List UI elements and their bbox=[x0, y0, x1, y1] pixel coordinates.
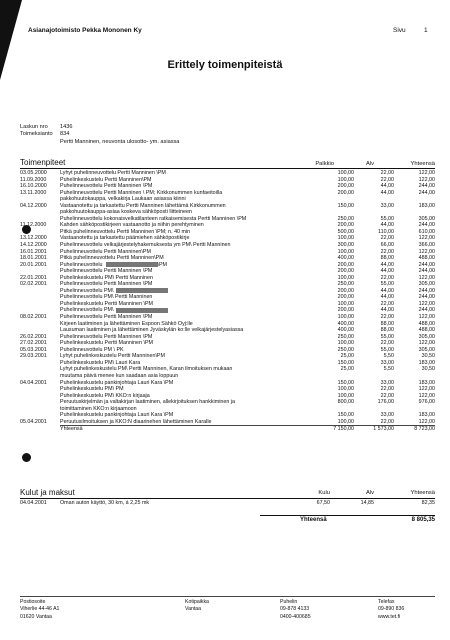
row-date: 26.02.2001 bbox=[20, 333, 47, 340]
row-yhteensa: 122,00 bbox=[418, 392, 435, 399]
row-alv: 44,00 bbox=[380, 222, 394, 229]
firm-name: Asianajotoimisto Pekka Mononen Ky bbox=[28, 27, 142, 34]
row-yhteensa: 122,00 bbox=[418, 248, 435, 255]
row-description-tail: \PM bbox=[157, 261, 168, 268]
row-description-text: Pitkä puhelinneuvottelu Pertti Manninen \PM; n. 40 min bbox=[60, 228, 191, 235]
row-palkkio: 150,00 bbox=[337, 202, 354, 209]
row-description-text: Puhelinneuvottelu Pertti Manninen\PM bbox=[60, 248, 151, 255]
row-description-text: Puhelinneuvottelu bbox=[60, 261, 103, 268]
row-palkkio: 25,00 bbox=[340, 366, 354, 373]
row-date: 13.11.2000 bbox=[20, 189, 47, 196]
row-description-text: Kahden sähköpostikirjeen vastaanotto ja niihin perehtyminen bbox=[60, 222, 204, 229]
row-alv: 33,00 bbox=[380, 379, 394, 386]
row-description-text: Puhelinkeskustelu Pertti Manninen \PM bbox=[60, 300, 153, 307]
row-description-text: Puhelinkeskustelu PM\ Lauri Kara bbox=[60, 359, 141, 366]
row-date: 16.01.2001 bbox=[20, 248, 47, 255]
section-rule bbox=[20, 168, 435, 169]
kulut-amount: 67,50 bbox=[316, 500, 330, 506]
row-description-text: Puhelinneuvottelu Pertti Manninen \PM bbox=[60, 281, 153, 288]
row-date: 05.04.2001 bbox=[20, 418, 47, 425]
row-yhteensa: 30,50 bbox=[421, 353, 435, 360]
row-alv: 22,00 bbox=[380, 176, 394, 183]
footer-text: Puhelin bbox=[280, 599, 298, 605]
row-description-text: Puhelinneuvottelu PM\ bbox=[60, 287, 114, 294]
row-description-text: Peruutuskirjelmän ja valtakirjan laatiminen, allekirjoituksen hankkiminen ja bbox=[60, 399, 235, 406]
row-yhteensa: 244,00 bbox=[418, 307, 435, 314]
page-number: 1 bbox=[424, 27, 428, 34]
row-palkkio: 250,00 bbox=[337, 346, 354, 353]
row-description-text: Pitkä puhelinneuvottelu Pertti Manninen\PM bbox=[60, 255, 164, 262]
row-description-text: Lyhyt puhelinkeskustelu Pertti Manninen\PM bbox=[60, 353, 165, 360]
footer-fax bbox=[378, 599, 404, 621]
row-palkkio: 25,00 bbox=[340, 353, 354, 360]
row-alv: 44,00 bbox=[380, 287, 394, 294]
case-description: Pertti Manninen, neuvonta ulosotto- ym. asiassa bbox=[60, 139, 180, 145]
row-palkkio: 100,00 bbox=[337, 314, 354, 321]
row-alv: 5,50 bbox=[383, 366, 394, 373]
row-yhteensa: 30,50 bbox=[421, 366, 435, 373]
row-date: 04.04.2001 bbox=[20, 379, 47, 386]
col-header-kulu: Kulu bbox=[318, 490, 330, 496]
row-yhteensa: 183,00 bbox=[418, 379, 435, 386]
row-yhteensa: 610,00 bbox=[418, 228, 435, 235]
row-description-text: Puhelinneuvottelu velkajärjestelyhakemuksesta ym PM\ Pertti Manninen bbox=[60, 242, 231, 249]
row-description-text: Vastaanotettu ja tarkastettu päämiehen sähköpostikirje bbox=[60, 235, 190, 242]
page-title: Erittely toimenpiteistä bbox=[167, 59, 283, 71]
row-date: 11.12.2000 bbox=[20, 222, 47, 229]
total-yhteensa: 8 723,00 bbox=[414, 426, 435, 433]
footer-text: 09-878 4133 bbox=[280, 606, 310, 613]
row-yhteensa: 366,00 bbox=[418, 242, 435, 249]
row-palkkio: 150,00 bbox=[337, 359, 354, 366]
footer-rule bbox=[20, 596, 435, 597]
row-palkkio: 400,00 bbox=[337, 255, 354, 262]
row-alv: 22,00 bbox=[380, 392, 394, 399]
total-palkkio: 7 150,00 bbox=[333, 426, 354, 433]
total-row bbox=[20, 426, 435, 433]
row-yhteensa: 244,00 bbox=[418, 222, 435, 229]
row-alv: 44,00 bbox=[380, 294, 394, 301]
toimenpiteet-table bbox=[20, 170, 435, 433]
row-date: 11.09.2000 bbox=[20, 176, 47, 183]
row-alv: 22,00 bbox=[380, 314, 394, 321]
row-description-text: Puhelinneuvottelu PM\ Pertti Manninen bbox=[60, 294, 153, 301]
row-description-text: pakkohuutokauppa-asiaa koskeva sähköposti liitteineen bbox=[60, 209, 192, 216]
footer-address bbox=[20, 599, 59, 621]
row-date: 13.12.2000 bbox=[20, 235, 47, 242]
row-alv: 22,00 bbox=[380, 170, 394, 176]
row-palkkio: 200,00 bbox=[337, 189, 354, 196]
row-alv: 66,00 bbox=[380, 242, 394, 249]
row-yhteensa: 244,00 bbox=[418, 268, 435, 275]
row-date: 04.12.2000 bbox=[20, 202, 47, 209]
row-alv: 22,00 bbox=[380, 386, 394, 393]
row-palkkio: 100,00 bbox=[337, 340, 354, 347]
row-alv: 22,00 bbox=[380, 235, 394, 242]
row-palkkio: 200,00 bbox=[337, 307, 354, 314]
redaction-bar bbox=[106, 262, 158, 267]
row-date: 18.01.2001 bbox=[20, 255, 47, 262]
row-alv: 44,00 bbox=[380, 261, 394, 268]
row-alv: 5,50 bbox=[383, 353, 394, 360]
row-date: 16.10.2000 bbox=[20, 183, 47, 190]
row-description-text: Puhelinkeskustelu PM\ KKO:n kirjaaja bbox=[60, 392, 150, 399]
row-yhteensa: 305,00 bbox=[418, 281, 435, 288]
row-yhteensa: 305,00 bbox=[418, 333, 435, 340]
grand-total-rule bbox=[260, 515, 435, 516]
row-alv: 44,00 bbox=[380, 189, 394, 196]
row-palkkio: 200,00 bbox=[337, 287, 354, 294]
row-description-text: Puhelinkeskustelu PM\ Pertti Manninen bbox=[60, 274, 153, 281]
row-alv: 22,00 bbox=[380, 300, 394, 307]
footer-text: Postiosoite bbox=[20, 599, 46, 605]
row-date: 20.01.2001 bbox=[20, 261, 47, 268]
col-header-yhteensa: Yhteensä bbox=[410, 161, 435, 167]
footer-domicile bbox=[185, 599, 209, 614]
row-yhteensa: 305,00 bbox=[418, 346, 435, 353]
row-alv: 33,00 bbox=[380, 412, 394, 419]
section-title-kulut: Kulut ja maksut bbox=[20, 488, 75, 497]
redaction-bar bbox=[116, 308, 168, 313]
row-yhteensa: 305,00 bbox=[418, 215, 435, 222]
row-yhteensa: 122,00 bbox=[418, 170, 435, 176]
case-number: 834 bbox=[60, 131, 70, 137]
row-yhteensa: 244,00 bbox=[418, 183, 435, 190]
row-palkkio: 100,00 bbox=[337, 170, 354, 176]
row-yhteensa: 488,00 bbox=[418, 320, 435, 327]
punch-hole bbox=[22, 453, 31, 462]
footer-phone bbox=[280, 599, 311, 621]
row-yhteensa: 122,00 bbox=[418, 386, 435, 393]
footer-text: 09-890 836 bbox=[378, 606, 405, 613]
row-alv: 22,00 bbox=[380, 274, 394, 281]
row-yhteensa: 122,00 bbox=[418, 300, 435, 307]
row-alv: 88,00 bbox=[380, 255, 394, 262]
row-description-text: Puhelinneuvottelu PM\ bbox=[60, 307, 114, 314]
row-description-text: Puhelinkeskustelu Pertti Manninen \PM bbox=[60, 340, 153, 347]
row-yhteensa: 122,00 bbox=[418, 418, 435, 425]
row-description-text: Lausuman laatiminen ja lähettäminen Jyväskylän ko:lle velkajärjestelyasiassa bbox=[60, 327, 244, 334]
row-description-text: Puhelinneuvottelu PM \ PK bbox=[60, 346, 124, 353]
row-date: 14.12.2000 bbox=[20, 242, 47, 249]
row-description-text: Puhelinneuvottelu Pertti Manninen \ PM; Kirkkonummen kunfaeitoilla bbox=[60, 189, 223, 196]
row-alv: 55,00 bbox=[380, 346, 394, 353]
row-palkkio: 150,00 bbox=[337, 379, 354, 386]
row-description-text: pakkohuutokauppa, velkakirja Laukaan asiassa kiinni bbox=[60, 196, 186, 203]
grand-total-label: Yhteensä bbox=[300, 517, 327, 523]
row-palkkio: 100,00 bbox=[337, 300, 354, 307]
kulut-total: 82,35 bbox=[421, 500, 435, 506]
footer-text: Viherlie 44-46 A1 bbox=[20, 606, 60, 613]
row-alv: 44,00 bbox=[380, 307, 394, 314]
row-description-text: Puhelinneuvottelu kokonaisvelkatilanteen ratkaisemisesta Pertti Manninen \PM bbox=[60, 215, 247, 222]
row-palkkio: 250,00 bbox=[337, 215, 354, 222]
row-palkkio: 200,00 bbox=[337, 268, 354, 275]
row-palkkio: 500,00 bbox=[337, 228, 354, 235]
kulut-alv: 14,85 bbox=[360, 500, 374, 506]
row-yhteensa: 183,00 bbox=[418, 359, 435, 366]
row-description-text: Puhelinneuvottelu Pertti Manninen \PM bbox=[60, 183, 153, 190]
grand-total-value: 8 805,35 bbox=[411, 517, 435, 523]
row-alv: 33,00 bbox=[380, 359, 394, 366]
row-alv: 22,00 bbox=[380, 340, 394, 347]
row-alv: 44,00 bbox=[380, 183, 394, 190]
footer-text: 0400-400685 bbox=[280, 613, 311, 620]
invoice-number-label: Laskun nro bbox=[20, 124, 48, 130]
footer-text: www.tet.fi bbox=[378, 613, 401, 620]
row-description-text: Puhelinneuvottelu Pertti Manninen \PM bbox=[60, 268, 153, 275]
invoice-number: 1436 bbox=[60, 124, 73, 130]
row-description-text: Puhelinkeskustelu pankinjohtaja Lauri Kara \PM bbox=[60, 412, 174, 419]
row-date: 03.05.2000 bbox=[20, 170, 47, 176]
row-yhteensa: 244,00 bbox=[418, 189, 435, 196]
col-header-alv: Alv bbox=[365, 161, 374, 167]
total-label: Yhteensä bbox=[60, 426, 83, 433]
total-alv: 1 573,00 bbox=[373, 426, 394, 433]
footer-text: Telefax bbox=[378, 599, 395, 605]
row-description-text: Peruutusilmoituksen ja KKO:N diaarinehen lähettäminen Karalle bbox=[60, 418, 212, 425]
row-date: 08.02.2001 bbox=[20, 314, 47, 321]
row-palkkio: 250,00 bbox=[337, 281, 354, 288]
row-yhteensa: 122,00 bbox=[418, 314, 435, 321]
row-description-text: Lyhyt puhelinneuvottelu Pertti Manninen \PM bbox=[60, 170, 166, 176]
row-palkkio: 100,00 bbox=[337, 418, 354, 425]
row-alv: 22,00 bbox=[380, 418, 394, 425]
row-alv: 55,00 bbox=[380, 215, 394, 222]
row-palkkio: 100,00 bbox=[337, 176, 354, 183]
row-yhteensa: 244,00 bbox=[418, 287, 435, 294]
redaction-bar bbox=[116, 288, 168, 293]
row-alv: 88,00 bbox=[380, 327, 394, 334]
row-yhteensa: 122,00 bbox=[418, 235, 435, 242]
row-yhteensa: 183,00 bbox=[418, 412, 435, 419]
row-alv: 33,00 bbox=[380, 202, 394, 209]
row-palkkio: 100,00 bbox=[337, 235, 354, 242]
row-alv: 22,00 bbox=[380, 248, 394, 255]
row-palkkio: 100,00 bbox=[337, 392, 354, 399]
row-palkkio: 200,00 bbox=[337, 222, 354, 229]
row-description-text: Vastaanotettu ja tarkastettu Pertti Manninen lähettämä Kirkkonummen bbox=[60, 202, 226, 209]
row-alv: 176,00 bbox=[377, 399, 394, 406]
row-description-text: Puhelinkeskustelu PM\ PM bbox=[60, 386, 124, 393]
row-yhteensa: 244,00 bbox=[418, 294, 435, 301]
row-date: 05.03.2001 bbox=[20, 346, 47, 353]
row-yhteensa: 488,00 bbox=[418, 327, 435, 334]
footer-text: Kotipaikka bbox=[185, 599, 209, 605]
row-alv: 55,00 bbox=[380, 281, 394, 288]
row-date: 02.02.2001 bbox=[20, 281, 47, 288]
row-description-text: muutama päivä menee kun saadaan asia loppuun bbox=[60, 372, 179, 379]
page-label: Sivu bbox=[393, 27, 406, 34]
section-title-toimenpiteet: Toimenpiteet bbox=[20, 158, 66, 167]
row-palkkio: 100,00 bbox=[337, 386, 354, 393]
row-description-text: Kirjeen laatiminen ja lähettäminen Espoon Sähkö Oyj:lle bbox=[60, 320, 193, 327]
row-description-text: Puhelinneuvottelu Pertti Manninen \PM bbox=[60, 314, 153, 321]
kulut-rule bbox=[20, 498, 435, 499]
row-palkkio: 100,00 bbox=[337, 274, 354, 281]
col-header-palkkio: Palkkio bbox=[315, 161, 334, 167]
row-palkkio: 400,00 bbox=[337, 327, 354, 334]
row-palkkio: 250,00 bbox=[337, 333, 354, 340]
row-palkkio: 200,00 bbox=[337, 294, 354, 301]
col-header-kulut-alv: Alv bbox=[365, 490, 374, 496]
row-date: 22.01.2001 bbox=[20, 274, 47, 281]
row-yhteensa: 122,00 bbox=[418, 176, 435, 183]
row-date: 29.03.2001 bbox=[20, 353, 47, 360]
row-yhteensa: 488,00 bbox=[418, 255, 435, 262]
kulut-date: 04.04.2001 bbox=[20, 500, 47, 506]
row-yhteensa: 244,00 bbox=[418, 261, 435, 268]
row-palkkio: 150,00 bbox=[337, 412, 354, 419]
row-palkkio: 200,00 bbox=[337, 183, 354, 190]
row-palkkio: 400,00 bbox=[337, 320, 354, 327]
row-alv: 110,00 bbox=[378, 228, 394, 235]
row-description-text: toimittaminen KKO:n kirjaamoon bbox=[60, 405, 137, 412]
row-palkkio: 100,00 bbox=[337, 248, 354, 255]
case-label: Toimeksianto bbox=[20, 131, 53, 137]
row-date: 27.02.2001 bbox=[20, 340, 47, 347]
row-description-text: Puhelinkeskustelu pankinjohtaja Lauri Kara \PM bbox=[60, 379, 174, 386]
row-description-text: Puhelinkeskustelu Pertti Manninen\PM bbox=[60, 176, 152, 183]
row-yhteensa: 183,00 bbox=[418, 202, 435, 209]
row-yhteensa: 976,00 bbox=[418, 399, 435, 406]
row-yhteensa: 122,00 bbox=[418, 340, 435, 347]
row-yhteensa: 122,00 bbox=[418, 274, 435, 281]
col-header-kulut-yhteensa: Yhteensä bbox=[410, 490, 435, 496]
row-alv: 44,00 bbox=[380, 268, 394, 275]
row-palkkio: 800,00 bbox=[337, 399, 354, 406]
row-description-text: Lyhyt puhelinkeskustelu PM\ Pertti Manninen, Karan ilmoituksen mukaan bbox=[60, 366, 233, 373]
footer-text: Vantaa bbox=[185, 606, 202, 613]
row-palkkio: 300,00 bbox=[337, 242, 354, 249]
row-alv: 88,00 bbox=[380, 320, 394, 327]
footer-text: 01620 Vantaa bbox=[20, 613, 52, 620]
row-alv: 55,00 bbox=[380, 333, 394, 340]
kulut-desc: Oman auton käyttö, 30 km, á 2,25 mk bbox=[60, 500, 150, 506]
row-palkkio: 200,00 bbox=[337, 261, 354, 268]
row-description-text: Puhelinneuvottelu Pertti Manninen \PM bbox=[60, 333, 153, 340]
